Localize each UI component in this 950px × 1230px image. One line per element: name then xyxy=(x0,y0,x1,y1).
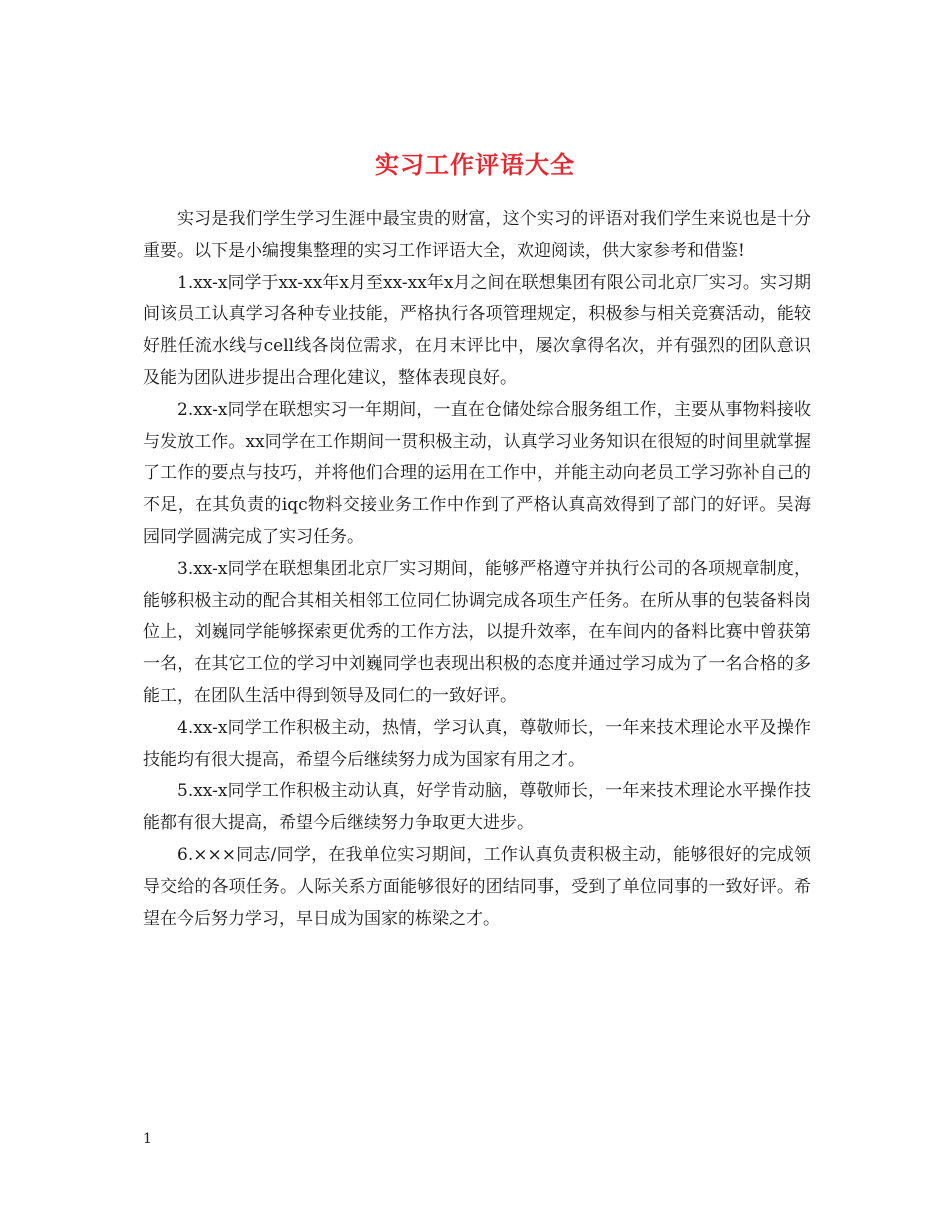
comment-paragraph-2: 2.xx-x同学在联想实习一年期间，一直在仓储处综合服务组工作，主要从事物料接收与发放工作。xx同学在工作期间一贯积极主动，认真学习业务知识在很短的时间里就掌握了工作的要点与技巧，并将他们合理的运用在工作中，并能主动向老员工学习弥补自己的不足，在其负责的iqc物料交接业务工作中作到了严格认真高效得到了部门的好评。吴海园同学圆满完成了实习任务。 xyxy=(143,399,811,547)
comment-paragraph-5: 5.xx-x同学工作积极主动认真，好学肯动脑，尊敬师长，一年来技术理论水平操作技能都有很大提高，希望今后继续努力争取更大进步。 xyxy=(143,781,811,834)
document-title: 实习工作评语大全 xyxy=(375,150,575,180)
comment-paragraph-3: 3.xx-x同学在联想集团北京厂实习期间，能够严格遵守并执行公司的各项规章制度，能够积极主动的配合其相关相邻工位同仁协调完成各项生产任务。在所从事的包装备料岗位上，刘巍同学能够探索更优秀的工作方法，以提升效率，在车间内的备料比赛中曾获第一名，在其它工位的学习中刘巍同学也表现出积极的态度并通过学习成为了一名合格的多能工，在团队生活中得到领导及同仁的一致好评。 xyxy=(143,558,811,706)
intro-paragraph: 实习是我们学生学习生涯中最宝贵的财富，这个实习的评语对我们学生来说也是十分重要。以下是小编搜集整理的实习工作评语大全，欢迎阅读，供大家参考和借鉴! xyxy=(143,209,811,261)
comment-paragraph-1: 1.xx-x同学于xx-xx年x月至xx-xx年x月之间在联想集团有限公司北京厂实习。实习期间该员工认真学习各种专业技能，严格执行各项管理规定，积极参与相关竞赛活动，能较好胜任流水线与cell线各岗位需求，在月末评比中，屡次拿得名次，并有强烈的团队意识及能为团队进步提出合理化建议，整体表现良好。 xyxy=(143,272,811,388)
comment-paragraph-4: 4.xx-x同学工作积极主动，热情，学习认真，尊敬师长，一年来技术理论水平及操作技能均有很大提高，希望今后继续努力成为国家有用之才。 xyxy=(143,717,811,770)
comment-paragraph-6: 6.×××同志/同学，在我单位实习期间，工作认真负责积极主动，能够很好的完成领导交给的各项任务。人际关系方面能够很好的团结同事，受到了单位同事的一致好评。希望在今后努力学习，早日成为国家的栋梁之才。 xyxy=(143,844,811,929)
page-number: 1 xyxy=(143,1131,152,1147)
document-body xyxy=(143,204,811,935)
